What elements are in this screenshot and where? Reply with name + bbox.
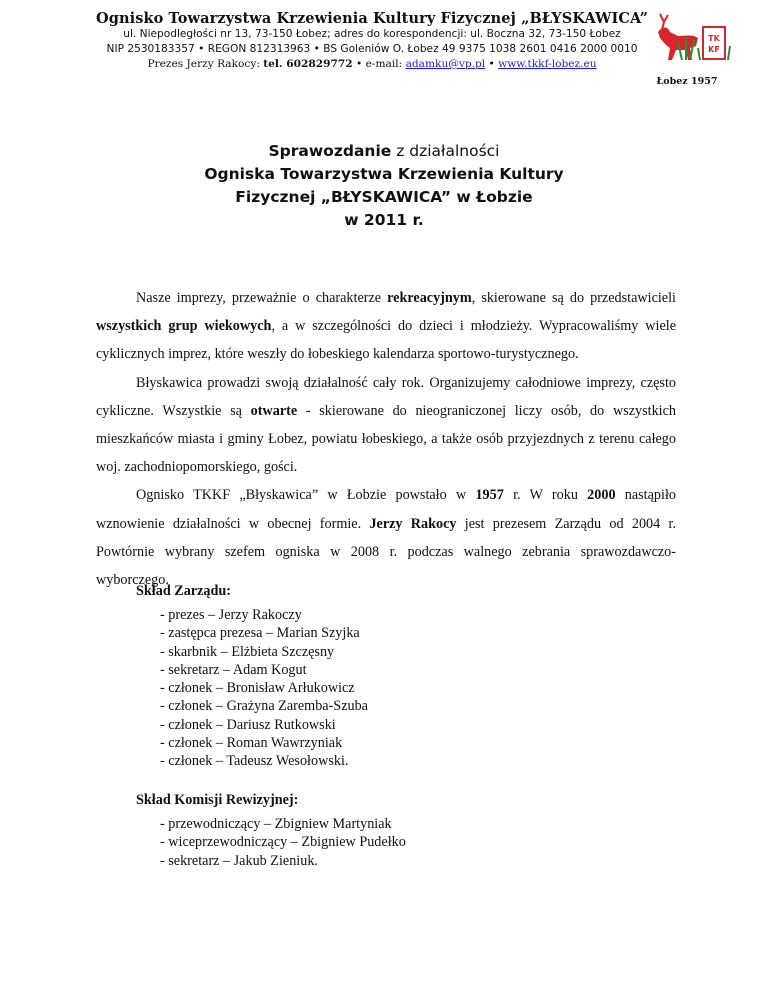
list-item: - członek – Tadeusz Wesołowski. xyxy=(160,753,349,770)
list-item: - zastępca prezesa – Marian Szyjka xyxy=(160,625,360,642)
registration-line: NIP 2530183357 • REGON 812313963 • BS Goleniów O. Łobez 49 9375 1038 2601 0416 2000 0010 xyxy=(106,43,638,55)
bold-run: 2000 xyxy=(587,487,616,504)
bold-run: otwarte xyxy=(250,402,298,419)
email-label: • e-mail: xyxy=(352,58,406,70)
text-run: - skierowane do nieograniczonej liczy osób, do wszystkich mieszkańców miasta i gminy Łobez, powiatu łobeskiego, a także osób przyjezdnych z terenu całego woj. zachodniopomorskiego, gości. xyxy=(96,402,676,476)
text-run: r. W roku xyxy=(503,487,588,504)
organization-title: Ognisko Towarzystwa Krzewienia Kultury Fizycznej „BŁYSKAWICA” xyxy=(96,10,649,27)
address-line: ul. Niepodległości nr 13, 73-150 Łobez; adres do korespondencji: ul. Boczna 32, 73-150 Łobez xyxy=(123,28,621,40)
list-item: - członek – Roman Wawrzyniak xyxy=(160,735,343,752)
paragraph-2 xyxy=(96,369,676,482)
list-item: - członek – Grażyna Zaremba-Szuba xyxy=(160,698,368,715)
audit-committee-section xyxy=(136,792,676,870)
heading-bold-word: Sprawozdanie xyxy=(268,142,392,160)
president-label: Prezes Jerzy Rakocy: xyxy=(147,58,264,70)
heading-line-3: Fizycznej „BŁYSKAWICA” w Łobzie xyxy=(235,188,533,206)
heading-line-2: Ogniska Towarzystwa Krzewienia Kultury xyxy=(204,165,564,183)
bold-run: wszystkich grup wiekowych xyxy=(96,318,272,335)
contact-line xyxy=(96,57,648,72)
board-section xyxy=(136,583,676,771)
separator: • xyxy=(485,58,499,70)
audit-heading: Skład Komisji Rewizyjnej: xyxy=(136,792,299,808)
text-run: Nasze imprezy, przeważnie o charakterze xyxy=(136,290,388,306)
paragraph-3 xyxy=(96,481,676,594)
website-link[interactable]: www.tkkf-lobez.eu xyxy=(498,58,597,70)
document-heading xyxy=(120,140,648,232)
list-item: - wiceprzewodniczący – Zbigniew Pudełko xyxy=(160,834,406,851)
list-item: - członek – Bronisław Arłukowicz xyxy=(160,680,355,697)
list-item: - przewodniczący – Zbigniew Martyniak xyxy=(160,816,392,832)
email-link[interactable]: adamku@vp.pl xyxy=(405,58,486,70)
report-body xyxy=(96,284,676,594)
text-run: , skierowane są do przedstawicieli xyxy=(471,290,676,306)
heading-rest: z działalności xyxy=(391,142,500,160)
svg-text:TK: TK xyxy=(708,34,720,43)
list-item: - sekretarz – Jakub Zieniuk. xyxy=(160,852,318,869)
list-item: - skarbnik – Elżbieta Szczęsny xyxy=(160,643,335,660)
bold-run: rekreacyjnym xyxy=(387,290,472,306)
text-run: Ognisko TKKF „Błyskawica” w Łobzie powstało w xyxy=(136,487,476,504)
text-run: jest prezesem Zarządu od 2004 r. Powtórnie wybrany szefem ogniska w 2008 r. podczas walnego zebrania sprawozdawczo-wyborczego. xyxy=(96,515,676,589)
bold-run: Jerzy Rakocy xyxy=(369,515,457,532)
paragraph-1 xyxy=(96,284,676,369)
list-item: - prezes – Jerzy Rakoczy xyxy=(160,607,302,623)
text-run: nastąpiło wznowienie działalności w obecnej formie. xyxy=(96,487,676,532)
heading-line-4: w 2011 r. xyxy=(344,211,424,229)
list-item: - członek – Dariusz Rutkowski xyxy=(160,716,336,733)
audit-list xyxy=(136,815,676,870)
board-list xyxy=(136,606,676,771)
phone-number: tel. 602829772 xyxy=(263,58,353,70)
letterhead-text xyxy=(96,10,648,72)
svg-text:KF: KF xyxy=(708,45,720,54)
letterhead xyxy=(0,0,768,100)
text-run: , a w szczególności do dzieci i młodzieży. Wypracowaliśmy wiele cyklicznych imprez, które weszły do łobeskiego kalendarza sportowo-turystycznego. xyxy=(96,318,676,363)
list-item: - sekretarz – Adam Kogut xyxy=(160,661,307,678)
heading-line-1 xyxy=(120,140,648,163)
text-run: Błyskawica prowadzi swoją działalność cały rok. Organizujemy całodniowe imprezy, często cykliczne. Wszystkie są xyxy=(96,374,676,419)
board-heading: Skład Zarządu: xyxy=(136,583,232,599)
bold-run: 1957 xyxy=(475,487,504,504)
logo-caption: Łobez 1957 xyxy=(656,76,718,87)
red-deer-emblem-icon xyxy=(642,12,732,92)
